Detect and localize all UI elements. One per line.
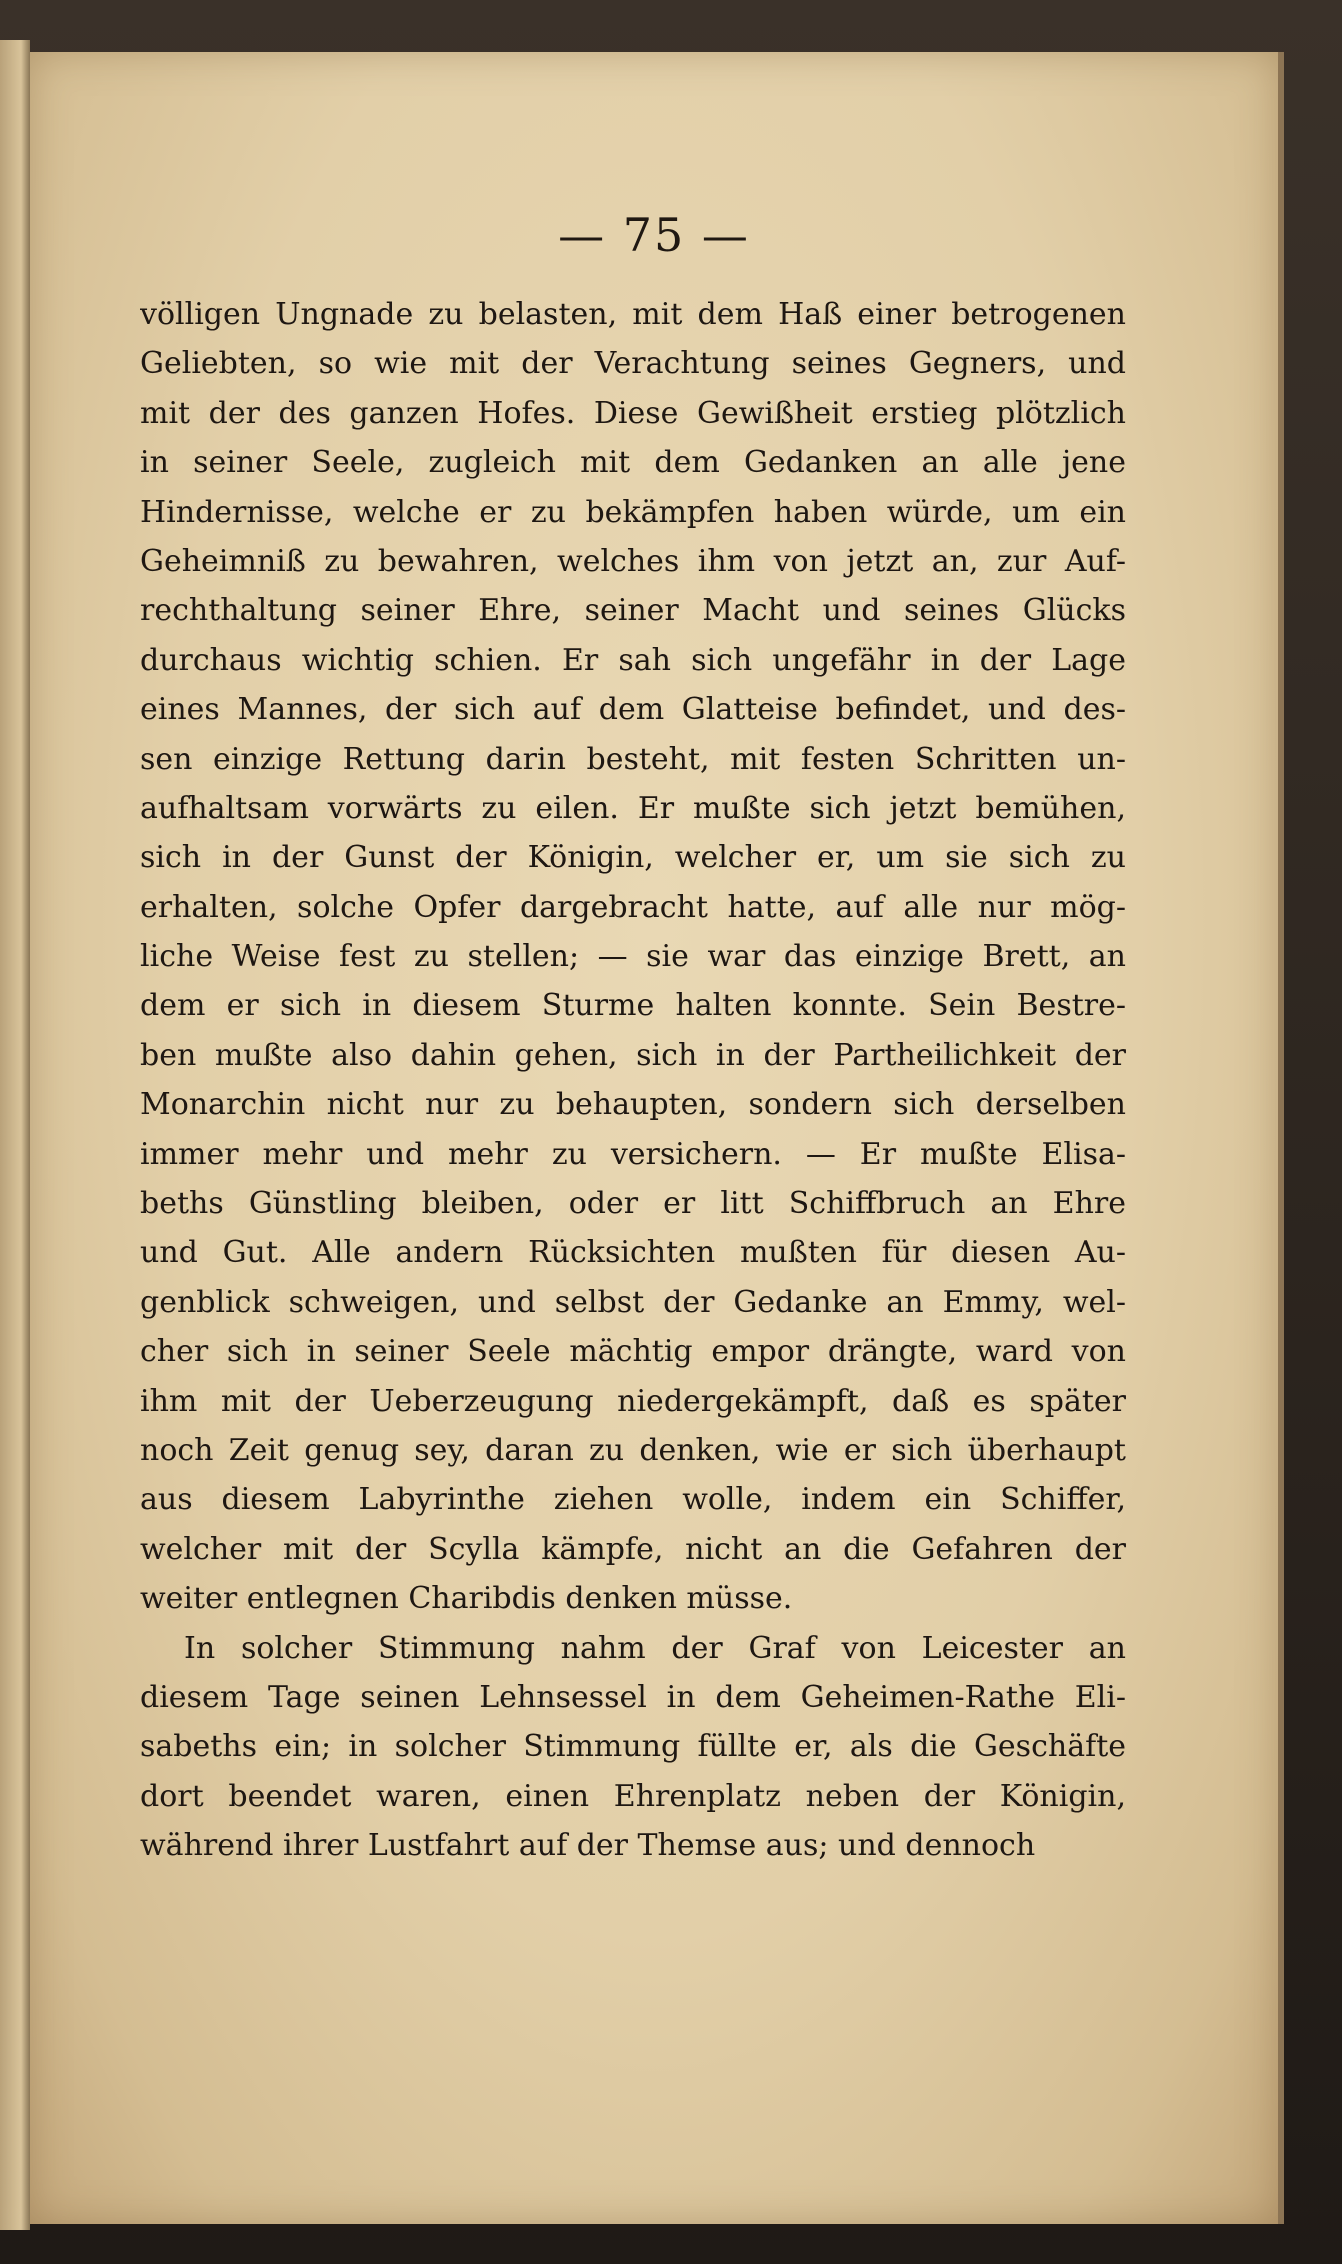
text-line: ben mußte also dahin gehen, sich in der Partheilichkeit der	[140, 1037, 1126, 1073]
text-line: eines Mannes, der sich auf dem Glatteise befindet, und des-	[140, 692, 1126, 728]
paragraph-1	[140, 290, 1126, 1624]
text-line: immer mehr und mehr zu versichern. — Er mußte Elisa-	[140, 1136, 1126, 1172]
body-text	[140, 290, 1126, 1871]
text-line: In solcher Stimmung nahm der Graf von Leicester an	[184, 1630, 1126, 1666]
text-line: Monarchin nicht nur zu behaupten, sondern sich derselben	[140, 1087, 1126, 1123]
text-line: Geheimniß zu bewahren, welches ihm von jetzt an, zur Auf-	[140, 543, 1126, 579]
facing-page-edge	[0, 40, 30, 2230]
text-line: weiter entlegnen Charibdis denken müsse.	[140, 1581, 793, 1617]
book-page	[30, 52, 1284, 2224]
text-line: aufhaltsam vorwärts zu eilen. Er mußte sich jetzt bemühen,	[140, 790, 1126, 826]
text-line: während ihrer Lustfahrt auf der Themse aus; und dennoch	[140, 1828, 1036, 1864]
text-line: Geliebten, so wie mit der Verachtung seines Gegners, und	[140, 346, 1126, 382]
text-line: und Gut. Alle andern Rücksichten mußten für diesen Au-	[140, 1235, 1126, 1271]
text-line: aus diesem Labyrinthe ziehen wolle, indem ein Schiffer,	[140, 1482, 1126, 1518]
text-line: rechthaltung seiner Ehre, seiner Macht und seines Glücks	[140, 593, 1126, 629]
text-line: cher sich in seiner Seele mächtig empor drängte, ward von	[140, 1334, 1126, 1370]
text-line: dort beendet waren, einen Ehrenplatz neben der Königin,	[140, 1778, 1126, 1814]
paragraph-2	[140, 1624, 1126, 1871]
text-line: in seiner Seele, zugleich mit dem Gedanken an alle jene	[140, 445, 1126, 481]
text-line: sen einzige Rettung darin besteht, mit festen Schritten un-	[140, 741, 1126, 777]
text-line: dem er sich in diesem Sturme halten konnte. Sein Bestre-	[140, 988, 1126, 1024]
text-line: beths Günstling bleiben, oder er litt Schiffbruch an Ehre	[140, 1186, 1126, 1222]
text-line: durchaus wichtig schien. Er sah sich ungefähr in der Lage	[140, 642, 1126, 678]
text-line: noch Zeit genug sey, daran zu denken, wie er sich überhaupt	[140, 1432, 1126, 1468]
text-line: liche Weise fest zu stellen; — sie war das einzige Brett, an	[140, 939, 1126, 975]
text-line: Hindernisse, welche er zu bekämpfen haben würde, um ein	[140, 494, 1126, 530]
text-line: genblick schweigen, und selbst der Gedanke an Emmy, wel-	[140, 1284, 1126, 1320]
text-line: erhalten, solche Opfer dargebracht hatte, auf alle nur mög-	[140, 889, 1126, 925]
text-line: mit der des ganzen Hofes. Diese Gewißheit erstieg plötzlich	[140, 395, 1126, 431]
text-line: sabeths ein; in solcher Stimmung füllte er, als die Geschäfte	[140, 1729, 1126, 1765]
text-line: diesem Tage seinen Lehnsessel in dem Geheimen-Rathe Eli-	[140, 1679, 1126, 1715]
text-line: ihm mit der Ueberzeugung niedergekämpft, daß es später	[140, 1383, 1126, 1419]
text-line: welcher mit der Scylla kämpfe, nicht an die Gefahren der	[140, 1531, 1126, 1567]
text-line: sich in der Gunst der Königin, welcher er, um sie sich zu	[140, 840, 1126, 876]
text-line: völligen Ungnade zu belasten, mit dem Haß einer betrogenen	[140, 297, 1126, 332]
page-number: — 75 —	[558, 208, 750, 262]
